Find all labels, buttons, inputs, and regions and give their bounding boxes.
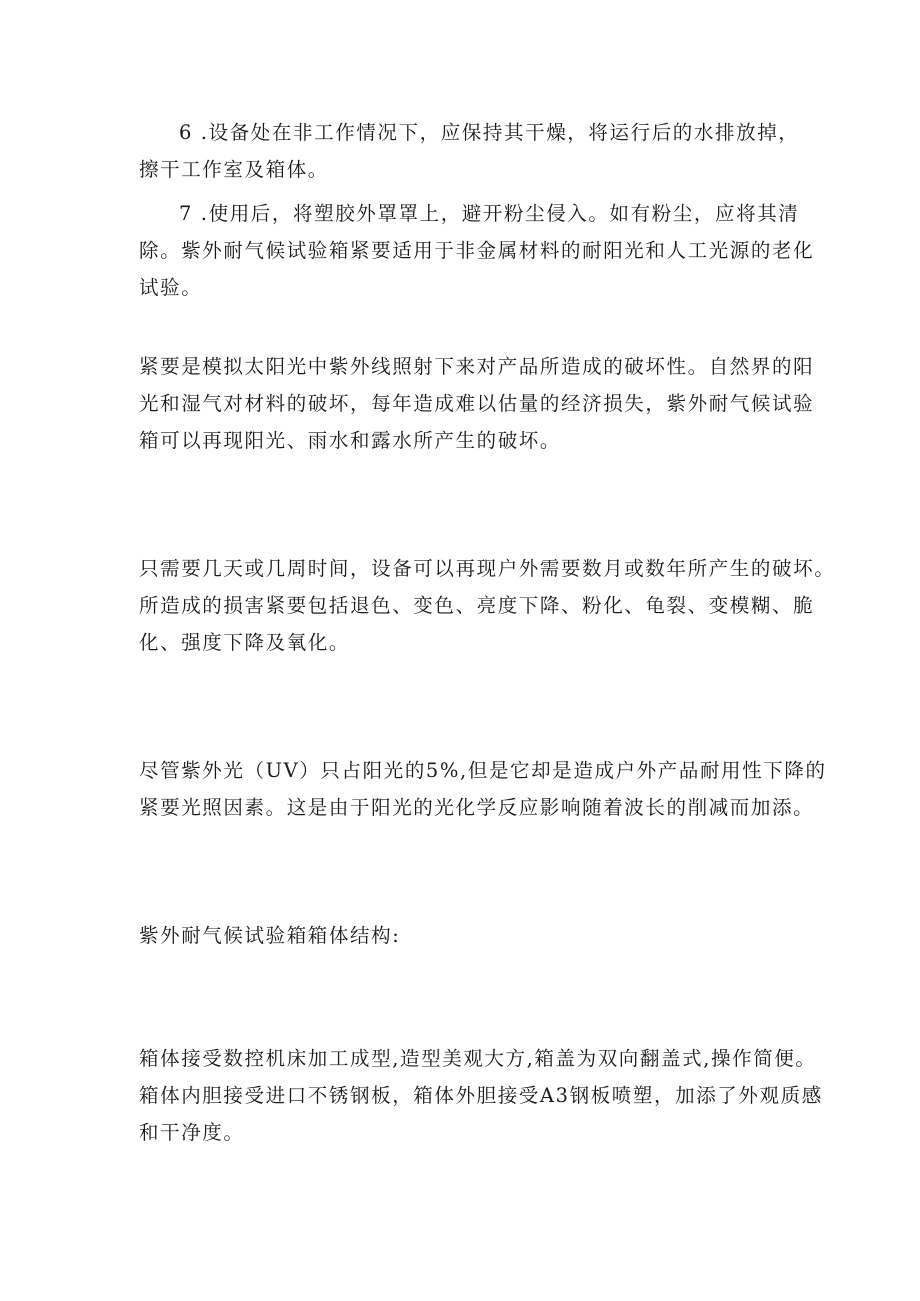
section-heading-box-structure: [139, 917, 784, 954]
text-line: 7 .使用后，将塑胶外罩罩上，避开粉尘侵入。如有粉尘，应将其清: [179, 202, 800, 225]
text-line: 6 .设备处在非工作情况下，应保持其干燥，将运行后的水排放掉，: [179, 121, 800, 144]
paragraph-uv-damage: [139, 348, 815, 459]
text-line: 化、强度下降及氧化。: [139, 631, 351, 654]
paragraph-box-structure: [139, 1040, 823, 1151]
text-line: 和干净度。: [139, 1121, 245, 1144]
text-line: 尽管紫外光（UV）只占阳光的5%,但是它却是造成户外产品耐用性下降的: [139, 759, 827, 782]
paragraph-item-7: [139, 195, 815, 306]
text-line: 箱可以再现阳光、雨水和露水所产生的破坏。: [139, 429, 562, 452]
paragraph-uv-share: [139, 752, 827, 826]
text-line: 紧要光照因素。这是由于阳光的光化学反应影响随着波长的削减而加添。: [139, 796, 815, 819]
text-line: 只需要几天或几周时间，设备可以再现户外需要数月或数年所产生的破坏。: [139, 557, 836, 580]
text-line: 箱体接受数控机床加工成型,造型美观大方,箱盖为双向翻盖式,操作简便。: [139, 1047, 817, 1070]
text-line: 擦干工作室及箱体。: [139, 158, 329, 181]
text-line: 试验。: [139, 276, 203, 299]
paragraph-item-6: [139, 114, 800, 188]
text-line: 箱体内胆接受进口不锈钢板，箱体外胆接受A3钢板喷塑，加添了外观质感: [139, 1084, 823, 1107]
text-line: 光和湿气对材料的破坏，每年造成难以估量的经济损失，紫外耐气候试验: [139, 392, 815, 415]
text-line: 所造成的损害紧要包括退色、变色、亮度下降、粉化、龟裂、变模糊、脆: [139, 594, 815, 617]
text-line: 紫外耐气候试验箱箱体结构:: [139, 924, 401, 947]
paragraph-test-duration: [139, 550, 836, 661]
text-line: 除。紫外耐气候试验箱紧要适用于非金属材料的耐阳光和人工光源的老化: [139, 239, 815, 262]
text-line: 紧要是模拟太阳光中紫外线照射下来对产品所造成的破坏性。自然界的阳: [139, 355, 815, 378]
